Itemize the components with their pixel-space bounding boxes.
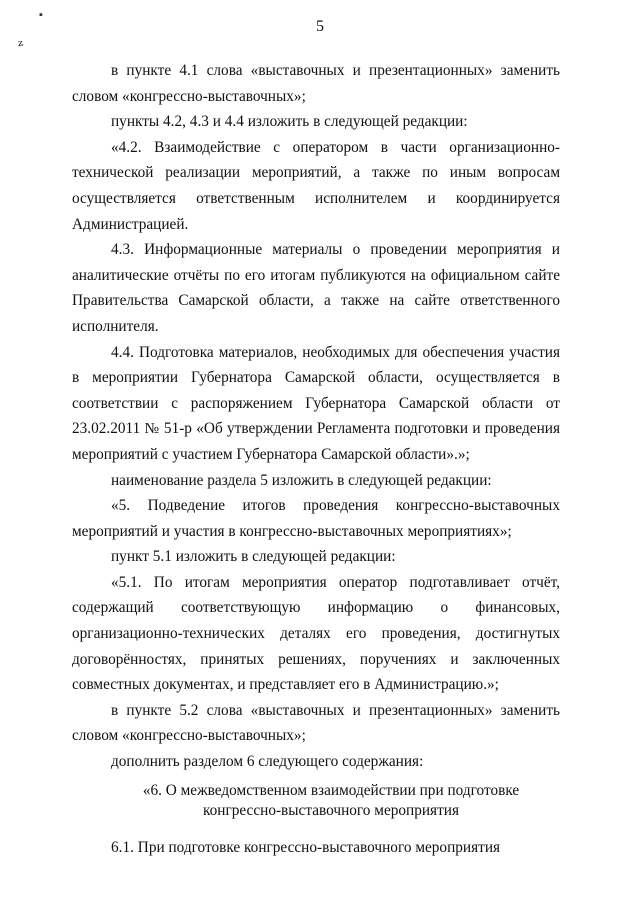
paragraph: дополнить разделом 6 следующего содержания: bbox=[111, 753, 424, 771]
paragraph: 4.3. Информационные материалы о проведении мероприятия и аналитические отчёты по его итогам публикуются на официальном сайте Правительства Самарской области, а также на сайте ответственного исполнителя. bbox=[72, 241, 560, 335]
section-heading-line: конгрессно-выставочного мероприятия bbox=[202, 801, 460, 819]
scan-mark: ▪ bbox=[39, 9, 43, 21]
document-body bbox=[72, 58, 560, 860]
paragraph: «4.2. Взаимодействие с оператором в части организационно-технической реализации мероприятий, а также по иным вопросам осуществляется ответственным исполнителем и координируется Администрацией. bbox=[72, 138, 560, 233]
paragraph: 4.4. Подготовка материалов, необходимых для обеспечения участия в мероприятии Губернатора Самарской области, осуществляется в соответствии с распоряжением Губернатора Самарской области от 23.02.2011 № 51-р «Об утверждении Регламента подготовки и проведения мероприятий с участием Губернатора Самарской области».»; bbox=[72, 343, 560, 463]
section-heading bbox=[72, 781, 560, 821]
page-number: 5 bbox=[316, 18, 324, 35]
paragraph: пункт 5.1 изложить в следующей редакции: bbox=[111, 548, 396, 566]
paragraph: «5. Подведение итогов проведения конгрессно-выставочных мероприятий и участия в конгрессно-выставочных мероприятиях»; bbox=[72, 497, 560, 540]
paragraph: наименование раздела 5 изложить в следующей редакции: bbox=[111, 471, 492, 489]
paragraph: «5.1. По итогам мероприятия оператор подготавливает отчёт, содержащий соответствующую информацию о финансовых, организационно-технических деталях его проведения, достигнутых договорённостях, принятых решениях, поручениях и заключенных совместных документах, и представляет его в Администрацию.»; bbox=[72, 573, 560, 694]
paragraph: в пункте 5.2 слова «выставочных и презентационных» заменить словом «конгрессно-выставочных»; bbox=[72, 701, 560, 745]
paragraph: в пункте 4.1 слова «выставочных и презентационных» заменить словом «конгрессно-выставочных»; bbox=[72, 62, 560, 105]
paragraph: 6.1. При подготовке конгрессно-выставочного мероприятия bbox=[111, 838, 501, 856]
scan-mark: ʑ bbox=[18, 37, 24, 49]
paragraph: пункты 4.2, 4.3 и 4.4 изложить в следующей редакции: bbox=[111, 113, 468, 131]
section-heading-line: «6. О межведомственном взаимодействии при подготовке bbox=[142, 781, 520, 799]
